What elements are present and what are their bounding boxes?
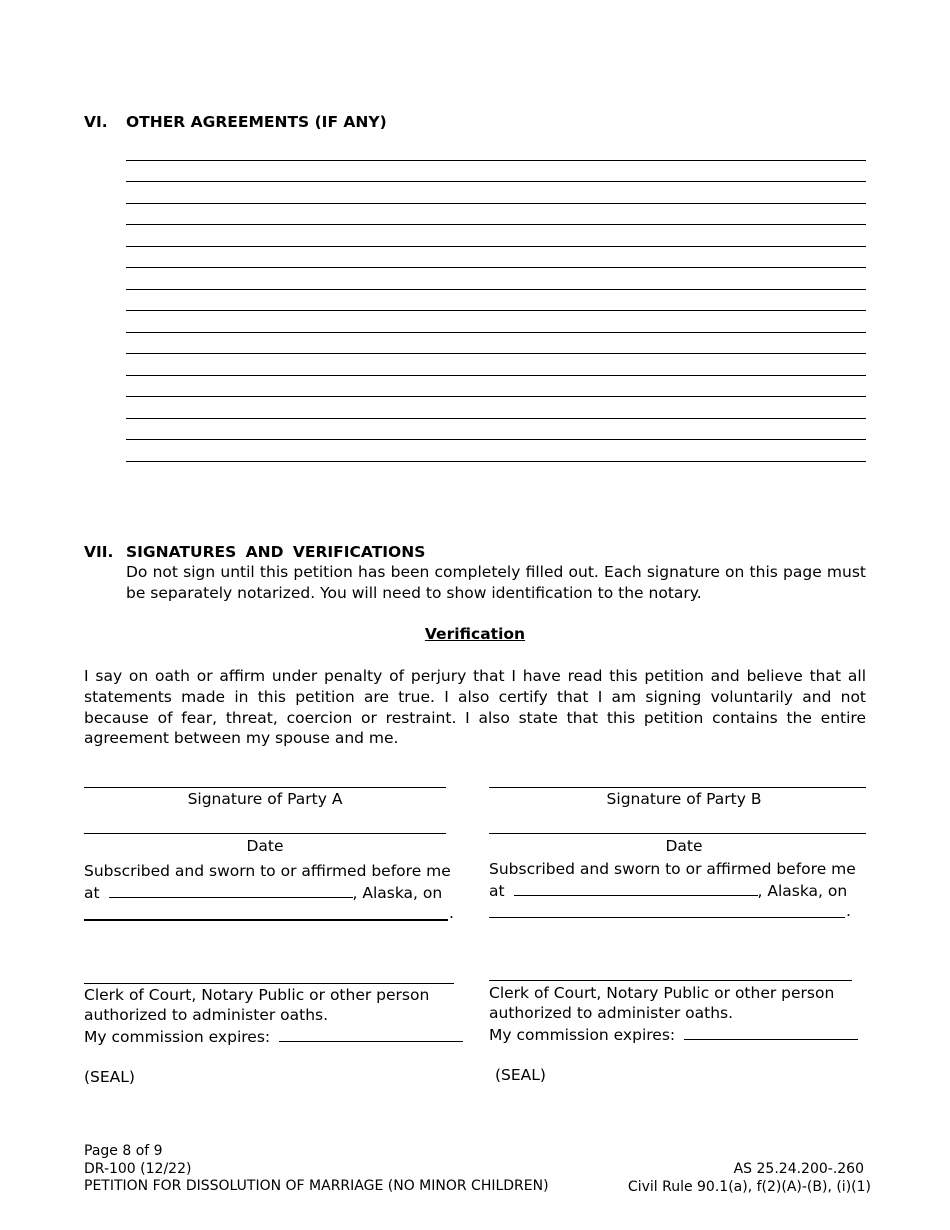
writing-line[interactable] bbox=[126, 418, 866, 419]
party-a-date-line[interactable] bbox=[84, 833, 446, 834]
writing-line[interactable] bbox=[126, 310, 866, 311]
party-b-commission-field[interactable] bbox=[684, 1025, 858, 1040]
writing-line[interactable] bbox=[126, 289, 866, 290]
section-vii-title: SIGNATURES AND VERIFICATIONS bbox=[126, 543, 426, 561]
party-b-clerk-line2: authorized to administer oaths. bbox=[489, 1004, 734, 1022]
party-b-sworn-date-line[interactable] bbox=[489, 917, 845, 918]
footer-left bbox=[84, 1143, 549, 1196]
party-a-sworn-text: Subscribed and sworn to or affirmed before me bbox=[84, 862, 451, 880]
party-b-signature-label: Signature of Party B bbox=[606, 790, 762, 808]
party-b-at-label: at bbox=[489, 882, 505, 900]
party-a-signature-line[interactable] bbox=[84, 787, 446, 788]
party-a-location-field[interactable] bbox=[109, 883, 353, 898]
party-a-clerk-signature-line[interactable] bbox=[84, 983, 454, 984]
party-a-seal: (SEAL) bbox=[84, 1068, 135, 1086]
party-b-date-line[interactable] bbox=[489, 833, 866, 834]
section-vii-instructions: Do not sign until this petition has been completely filled out. Each signature on this page must be separately notarized. You will need to show identification to the notary. bbox=[126, 563, 866, 602]
party-b-signature-line[interactable] bbox=[489, 787, 866, 788]
footer-statute: AS 25.24.200-.260 bbox=[733, 1161, 864, 1177]
writing-line[interactable] bbox=[126, 439, 866, 440]
party-b-sworn-location-row bbox=[489, 881, 847, 900]
party-b-date-label: Date bbox=[665, 837, 703, 855]
party-a-at-label: at bbox=[84, 884, 100, 902]
party-a-commission-label: My commission expires: bbox=[84, 1028, 271, 1046]
party-a-signature-label: Signature of Party A bbox=[187, 790, 343, 808]
party-a-sworn-location-row bbox=[84, 883, 442, 902]
section-vii-number: VII. bbox=[84, 543, 114, 561]
verification-heading: Verification bbox=[424, 625, 526, 643]
writing-line[interactable] bbox=[126, 267, 866, 268]
party-b-commission-row bbox=[489, 1025, 858, 1044]
writing-line[interactable] bbox=[126, 461, 866, 462]
party-a-period: . bbox=[449, 904, 454, 922]
verification-body: I say on oath or affirm under penalty of perjury that I have read this petition and believe that all statements made in this petition are true. I also certify that I am signing voluntarily and not because of fear, threat, coercion or restraint. I also state that this petition contains the entire agreement between my spouse and me. bbox=[84, 667, 866, 748]
footer-form-id: DR-100 (12/22) bbox=[84, 1160, 192, 1177]
writing-line[interactable] bbox=[126, 160, 866, 161]
party-a-date-label: Date bbox=[246, 837, 284, 855]
writing-line[interactable] bbox=[126, 224, 866, 225]
party-b-location-field[interactable] bbox=[514, 881, 758, 896]
writing-line[interactable] bbox=[126, 332, 866, 333]
footer-right bbox=[628, 1161, 871, 1196]
section-vi-title: OTHER AGREEMENTS (IF ANY) bbox=[126, 113, 387, 131]
section-vi-number: VI. bbox=[84, 113, 108, 131]
footer-form-title: PETITION FOR DISSOLUTION OF MARRIAGE (NO MINOR CHILDREN) bbox=[84, 1178, 549, 1194]
party-a-commission-field[interactable] bbox=[279, 1027, 463, 1042]
party-b-commission-label: My commission expires: bbox=[489, 1026, 676, 1044]
party-b-clerk-signature-line[interactable] bbox=[489, 980, 852, 981]
footer-civil-rule: Civil Rule 90.1(a), f(2)(A)-(B), (i)(1) bbox=[627, 1178, 871, 1195]
party-a-clerk-line1: Clerk of Court, Notary Public or other person bbox=[84, 986, 430, 1004]
party-b-alaska-label: , Alaska, on bbox=[757, 882, 848, 900]
footer-page-number: Page 8 of 9 bbox=[84, 1143, 163, 1159]
party-b-sworn-text: Subscribed and sworn to or affirmed before me bbox=[489, 860, 856, 878]
writing-line[interactable] bbox=[126, 353, 866, 354]
party-a-sworn-date-line[interactable] bbox=[84, 919, 448, 921]
party-a-commission-row bbox=[84, 1027, 463, 1046]
writing-line[interactable] bbox=[126, 396, 866, 397]
party-a-clerk-line2: authorized to administer oaths. bbox=[84, 1006, 329, 1024]
writing-line[interactable] bbox=[126, 181, 866, 182]
party-b-period: . bbox=[846, 902, 851, 920]
writing-line[interactable] bbox=[126, 203, 866, 204]
writing-line[interactable] bbox=[126, 246, 866, 247]
party-a-alaska-label: , Alaska, on bbox=[352, 884, 443, 902]
party-b-seal: (SEAL) bbox=[495, 1066, 546, 1084]
party-b-clerk-line1: Clerk of Court, Notary Public or other person bbox=[489, 984, 835, 1002]
writing-line[interactable] bbox=[126, 375, 866, 376]
